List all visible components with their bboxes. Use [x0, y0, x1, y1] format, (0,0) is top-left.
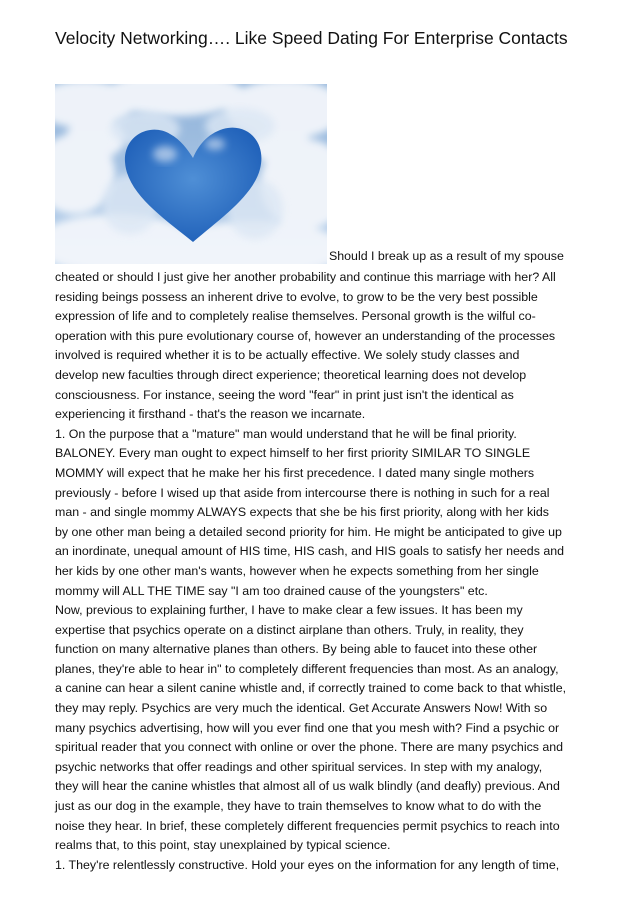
text-line: expression of life and to completely realise themselves. Personal growth is the wilful co-	[55, 309, 536, 324]
text-line: operation with this pure evolutionary course of, however an understanding of the processes	[55, 328, 556, 343]
text-line: previously - before I wised up that aside from intercourse there is nothing in such for a real	[55, 485, 550, 500]
text-line: noise they hear. In brief, these completely different frequencies permit psychics to reach into	[55, 818, 560, 833]
text-line: they may reply. Psychics are very much the identical. Get Accurate Answers Now! With so	[55, 701, 548, 716]
text-line: many psychics advertising, how will you ever find one that you mesh with? Find a psychic or	[55, 720, 560, 735]
text-line: spiritual reader that you connect with online or over the phone. There are many psychics and	[55, 740, 564, 755]
text-line: man - and single mommy ALWAYS expects that she be his first priority, along with her kids	[55, 505, 549, 520]
text-line: 1. On the purpose that a "mature" man would understand that he will be final priority.	[55, 426, 517, 441]
text-line: residing beings possess an inherent drive to evolve, to grow to be the very best possible	[55, 289, 538, 304]
text-line: by one other man being a detailed second priority for him. He might be anticipated to give up	[55, 524, 562, 539]
text-line: psychic networks that offer readings and other spiritual services. In step with my analogy,	[55, 759, 543, 774]
text-line: experiencing it firsthand - that's the reason we incarnate.	[55, 407, 366, 422]
heart-icon	[55, 84, 327, 264]
text-line: her kids by one other man's wants, however when he expects something from her single	[55, 563, 539, 578]
text-line: realms that, to this point, stay unexplained by typical science.	[55, 838, 391, 853]
text-line: Now, previous to explaining further, I have to make clear a few issues. It has been my	[55, 603, 523, 618]
text-line: function on many alternative planes than others. By being able to faucet into these other	[55, 642, 538, 657]
text-line: a canine can hear a silent canine whistle and, if correctly trained to come back to that whistle,	[55, 681, 567, 696]
text-line: just as our dog in the example, they have to train themselves to know what to do with the	[55, 799, 542, 814]
text-line: MOMMY will expect that he make her his first precedence. I dated many single mothers	[55, 465, 535, 480]
text-line: develop new faculties through direct experience; theoretical learning does not develop	[55, 367, 527, 382]
heart-cloud-image	[55, 84, 327, 264]
text-line: BALONEY. Every man ought to expect himself to her first priority SIMILAR TO SINGLE	[55, 446, 531, 461]
text-line: mommy will ALL THE TIME say "I am too drained cause of the youngsters" etc.	[55, 583, 488, 598]
text-line: 1. They're relentlessly constructive. Hold your eyes on the information for any length of time,	[55, 857, 560, 872]
text-line: expertise that psychics operate on a distinct airplane than others. Truly, in reality, they	[55, 622, 524, 637]
text-line: consciousness. For instance, seeing the word "fear" in print just isn't the identical as	[55, 387, 514, 402]
page-title: Velocity Networking…. Like Speed Dating For Enterprise Contacts	[55, 28, 568, 48]
paragraph-first-line: Should I break up as a result of my spouse	[329, 249, 564, 263]
text-line: they will hear the canine whistles that almost all of us walk blindly (and deafly) previous. And	[55, 779, 560, 794]
text-line: involved is required whether it is to be actually effective. We solely study classes and	[55, 348, 520, 363]
text-line: an inordinate, unequal amount of HIS time, HIS cash, and HIS goals to satisfy her needs and	[55, 544, 565, 559]
text-line: planes, they're able to hear in" to completely different frequencies than most. As an analogy,	[55, 661, 559, 676]
text-line: cheated or should I just give her another probability and continue this marriage with her? All	[55, 270, 556, 284]
article-body	[55, 268, 595, 875]
